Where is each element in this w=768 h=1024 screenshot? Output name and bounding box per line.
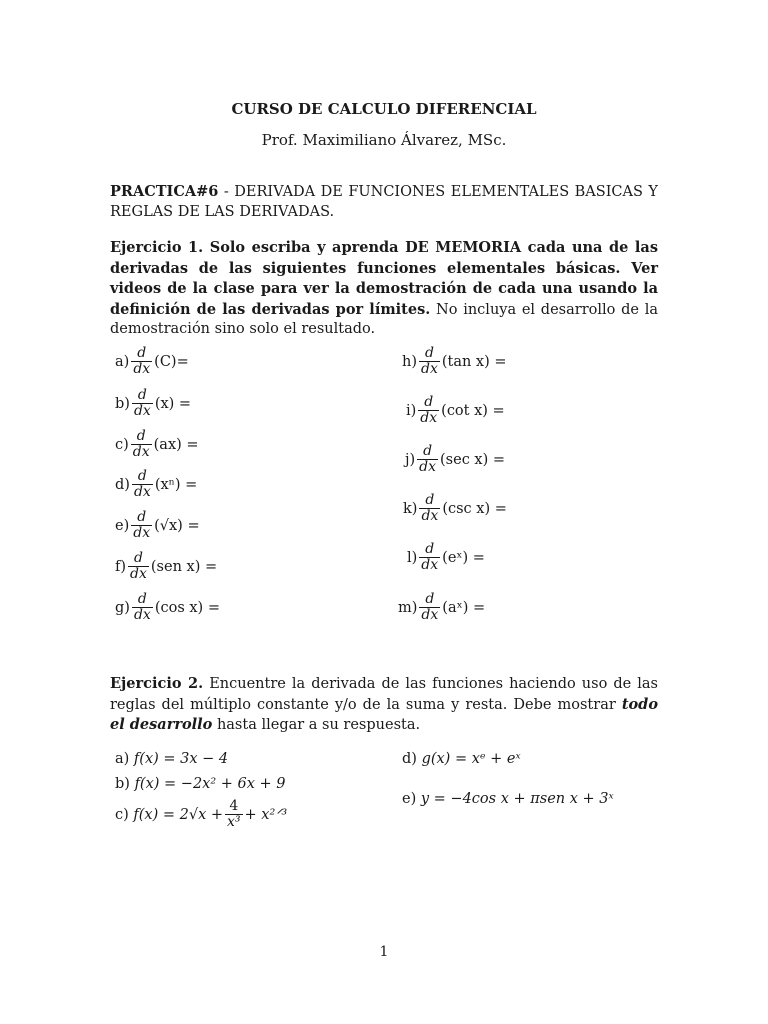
exercise-2-text-2: hasta llegar a su respuesta. xyxy=(212,717,421,733)
derivative-operator: $\frac{d}{dx}$ xyxy=(133,387,151,419)
item-expression: (xⁿ) = xyxy=(154,476,198,493)
item-label: c) xyxy=(115,436,129,453)
derivative-operator: $\frac{d}{dx}$ xyxy=(421,492,439,524)
course-title: CURSO DE CALCULO DIFERENCIAL xyxy=(231,100,537,118)
item-expression: f(x) = 3x − 4 xyxy=(133,751,229,767)
practice-heading xyxy=(110,182,658,222)
ex2-item-c xyxy=(115,799,287,830)
item-label: e) xyxy=(115,517,130,534)
item-expression: (cos x) = xyxy=(154,599,220,616)
item-expression: (eˣ) = xyxy=(442,549,485,566)
item-expression-pre: f(x) = 2√x + xyxy=(133,806,224,823)
item-label: a) xyxy=(115,353,130,370)
item-label: c) xyxy=(115,806,129,823)
item-label: h) xyxy=(402,353,417,370)
item-expression: f(x) = −2x² + 6x + 9 xyxy=(134,776,286,792)
item-expression: (ax) = xyxy=(153,436,199,453)
derivative-operator: $\frac{d}{dx}$ xyxy=(420,394,438,426)
exercise-2-heading: Ejercicio 2. xyxy=(110,675,204,692)
practice-text: - DERIVADA DE FUNCIONES ELEMENTALES BASICAS Y REGLAS DE LAS DERIVADAS. xyxy=(110,184,658,220)
derivative-operator: $\frac{d}{dx}$ xyxy=(419,443,437,475)
item-label: m) xyxy=(398,599,418,616)
item-expression-post: + x²ᐟ³ xyxy=(244,806,288,823)
ex1-item-i xyxy=(406,395,505,426)
ex1-item-f xyxy=(115,551,217,582)
ex1-item-b xyxy=(115,388,191,419)
item-label: a) xyxy=(115,751,130,767)
exercise-2-statement xyxy=(110,674,658,736)
exercise-1-normal-text: No incluya el desarrollo de la demostración sino solo el resultado. xyxy=(110,301,658,337)
ex1-item-k xyxy=(403,493,507,524)
derivative-operator: $\frac{d}{dx}$ xyxy=(133,345,151,377)
ex2-item-d xyxy=(402,751,521,767)
item-expression: (aˣ) = xyxy=(442,599,486,616)
derivative-operator: $\frac{d}{dx}$ xyxy=(421,345,438,377)
ex1-item-m xyxy=(398,592,485,623)
item-expression: (cot x) = xyxy=(441,402,505,419)
exercise-2-text-1: Encuentre la derivada de las funciones haciendo uso de las reglas del múltiplo constante y/o de la suma y resta. Debe mostrar xyxy=(110,676,658,713)
ex1-item-j xyxy=(405,444,505,475)
item-label: k) xyxy=(403,500,418,517)
professor-name: Prof. Maximiliano Álvarez, MSc. xyxy=(261,131,507,149)
exercise-1-statement xyxy=(110,238,658,340)
item-expression: (tan x) = xyxy=(441,353,507,370)
ex1-item-h xyxy=(402,346,507,377)
item-expression: (√x) = xyxy=(154,517,200,534)
ex1-item-e xyxy=(115,510,200,541)
derivative-operator: $\frac{d}{dx}$ xyxy=(421,541,439,573)
item-label: b) xyxy=(115,776,130,792)
item-label: j) xyxy=(405,451,416,468)
derivative-operator: $\frac{d}{dx}$ xyxy=(132,428,150,460)
ex1-item-a xyxy=(115,346,189,377)
item-expression: (x) = xyxy=(154,395,192,412)
ex2-item-e xyxy=(402,791,614,807)
exercise-1-bold-text: Ejercicio 1. Solo escriba y aprenda DE MEMORIA cada una de las derivadas de las siguientes funciones elementales básicas. Ver videos de la clase para ver la demostración de cada una usando la definición de las derivadas por límites. xyxy=(110,239,658,318)
item-label: g) xyxy=(115,599,130,616)
item-expression: (sec x) = xyxy=(440,451,506,468)
derivative-operator: $\frac{d}{dx}$ xyxy=(133,509,151,541)
item-expression: y = −4cos x + πsen x + 3ˣ xyxy=(420,791,614,807)
item-label: f) xyxy=(115,558,127,575)
ex1-item-d xyxy=(115,469,197,500)
ex1-item-g xyxy=(115,592,220,623)
item-expression: g(x) = xᵉ + eˣ xyxy=(421,751,521,767)
item-label: b) xyxy=(115,395,130,412)
practice-label: PRACTICA#6 xyxy=(110,183,219,200)
item-label: d) xyxy=(402,751,417,767)
derivative-operator: $\frac{d}{dx}$ xyxy=(421,591,439,623)
item-expression: (csc x) = xyxy=(442,500,507,517)
exercise-2-emphasis: todo el desarrollo xyxy=(110,695,658,733)
ex1-item-c xyxy=(115,429,199,460)
page-number: 1 xyxy=(379,944,389,960)
item-expression: (C)= xyxy=(154,353,189,370)
item-label: i) xyxy=(406,402,417,419)
ex2-item-b xyxy=(115,776,286,792)
derivative-operator: $\frac{d}{dx}$ xyxy=(133,591,151,623)
ex2-item-a xyxy=(115,751,228,767)
item-expression: (sen x) = xyxy=(150,558,218,575)
item-label: d) xyxy=(115,476,130,493)
ex1-item-l xyxy=(407,542,485,573)
fraction: $\frac{4}{\text{x³}}$ xyxy=(227,798,241,830)
derivative-operator: $\frac{d}{dx}$ xyxy=(133,468,151,500)
item-label: l) xyxy=(407,549,418,566)
item-label: e) xyxy=(402,791,417,807)
derivative-operator: $\frac{d}{dx}$ xyxy=(130,550,147,582)
